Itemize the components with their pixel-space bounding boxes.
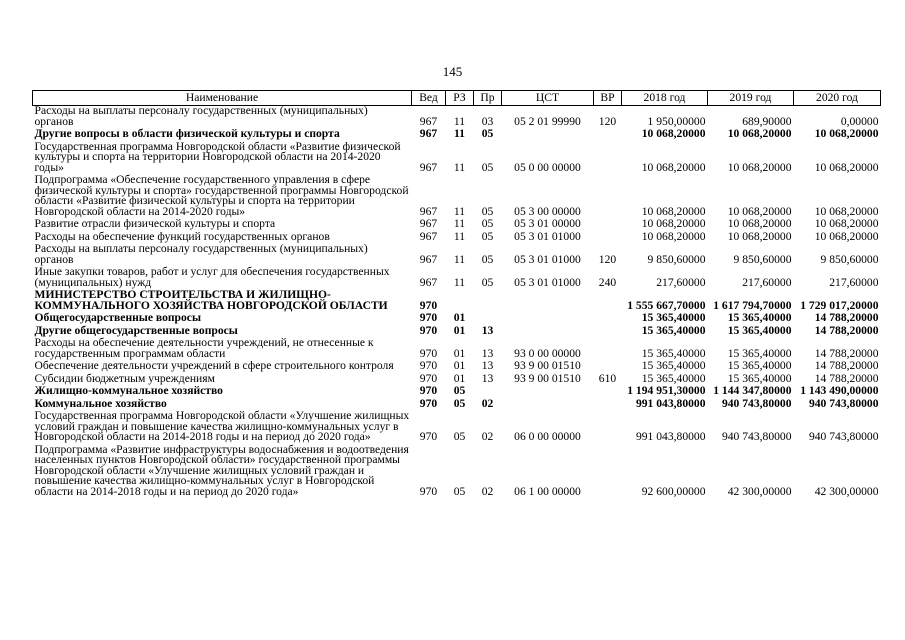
cell-pr: 05: [481, 252, 494, 266]
cell-2018: 217,60000: [656, 275, 706, 289]
cell-2019: 10 068,20000: [727, 160, 792, 174]
cell-2020: 10 068,20000: [814, 217, 879, 230]
cell-2018: 10 068,20000: [641, 217, 706, 230]
cell-name: Иные закупки товаров, работ и услуг для обеспечения государственных (муниципальных) нужд: [34, 265, 390, 289]
cell-vr: [594, 140, 622, 174]
cell-2019: 42 300,00000: [727, 484, 792, 498]
cell-pr: 02: [481, 430, 494, 443]
cell-cst: [502, 384, 594, 397]
cell-vr: [594, 311, 622, 324]
table-row: [33, 324, 881, 337]
cell-cst: 05 3 01 00000: [514, 217, 581, 230]
header-2018: 2018 год: [622, 91, 708, 106]
cell-vr: [594, 384, 622, 397]
table-row: [33, 265, 881, 288]
table-row: [33, 311, 881, 324]
cell-2018: 1 555 667,70000: [627, 298, 706, 312]
cell-rz: 11: [453, 114, 466, 128]
header-cst: ЦСТ: [502, 91, 594, 106]
cell-2019: 10 068,20000: [727, 229, 792, 243]
cell-2019: 217,60000: [742, 275, 792, 289]
cell-name: Другие общегосударственные вопросы: [34, 323, 238, 337]
cell-2020: 14 788,20000: [814, 371, 879, 385]
table-row: [33, 372, 881, 385]
cell-name: Субсидии бюджетным учреждениям: [34, 371, 215, 385]
cell-rz: 11: [453, 204, 466, 218]
cell-vr: 120: [598, 252, 617, 266]
cell-2019: 9 850,60000: [733, 252, 792, 266]
cell-vr: [594, 173, 622, 217]
cell-2018: 10 068,20000: [641, 160, 706, 174]
cell-cst: 05 0 00 00000: [514, 160, 581, 174]
cell-2020: 10 068,20000: [814, 127, 879, 140]
cell-ved: 970: [419, 430, 438, 443]
cell-ved: 970: [419, 311, 438, 324]
table-row: [33, 336, 881, 359]
cell-pr: 02: [481, 396, 494, 410]
table-row: [33, 443, 881, 498]
cell-2018: 991 043,80000: [635, 430, 706, 443]
cell-ved: 970: [419, 371, 438, 385]
cell-2018: 1 194 951,30000: [627, 384, 706, 397]
table-row: [33, 384, 881, 397]
table-row: [33, 127, 881, 140]
cell-rz: 11: [453, 229, 466, 243]
cell-name: Государственная программа Новгородской области «Развитие физической культуры и спорта на территории Новгородской области на 2014-2020 годы»: [34, 139, 401, 174]
cell-2019: 15 365,40000: [727, 323, 792, 337]
cell-name: Расходы на выплаты персоналу государственных (муниципальных) органов: [34, 242, 368, 266]
table-row: [33, 288, 881, 311]
cell-rz: 01: [453, 346, 466, 360]
cell-2020: 1 729 017,20000: [800, 298, 879, 312]
cell-2020: 14 788,20000: [814, 359, 879, 372]
header-rz: РЗ: [446, 91, 474, 106]
cell-2019: 15 365,40000: [727, 371, 792, 385]
cell-2018: 92 600,00000: [641, 484, 706, 498]
cell-rz: 05: [453, 396, 466, 410]
cell-cst: 06 1 00 00000: [514, 484, 581, 498]
cell-ved: 967: [419, 160, 438, 174]
cell-rz: 05: [453, 484, 466, 498]
cell-name: Расходы на обеспечение функций государственных органов: [34, 229, 330, 243]
cell-rz: 01: [453, 359, 466, 372]
cell-vr: [594, 324, 622, 337]
table-row: [33, 217, 881, 230]
cell-name: Общегосударственные вопросы: [34, 311, 201, 324]
cell-ved: 970: [419, 346, 438, 360]
cell-vr: 120: [598, 114, 617, 128]
cell-pr: [474, 288, 502, 311]
cell-pr: 05: [481, 275, 494, 289]
cell-2020: 42 300,00000: [814, 484, 879, 498]
header-pr: Пр: [474, 91, 502, 106]
cell-2020: 14 788,20000: [814, 311, 879, 324]
cell-vr: [594, 127, 622, 140]
table-row: [33, 140, 881, 174]
header-vr: ВР: [594, 91, 622, 106]
cell-2019: 1 144 347,80000: [713, 384, 792, 397]
cell-cst: 05 3 01 01000: [514, 252, 581, 266]
cell-ved: 967: [419, 127, 438, 140]
cell-pr: 13: [481, 346, 494, 360]
cell-cst: [502, 397, 594, 410]
cell-pr: 05: [481, 204, 494, 218]
cell-ved: 970: [419, 484, 438, 498]
cell-name: Расходы на обеспечение деятельности учреждений, не отнесенные к государственным программам области: [34, 336, 374, 360]
cell-2020: 1 143 490,00000: [800, 384, 879, 397]
cell-2020: 940 743,80000: [808, 396, 879, 410]
page-number: 145: [442, 64, 463, 79]
cell-ved: 970: [419, 298, 438, 312]
header-ved: Вед: [412, 91, 446, 106]
cell-2018: 10 068,20000: [641, 204, 706, 218]
cell-rz: 11: [453, 252, 466, 266]
cell-vr: [594, 397, 622, 410]
cell-ved: 967: [419, 275, 438, 289]
cell-name: Подпрограмма «Развитие инфраструктуры водоснабжения и водоотведения населенных пунктов Новгородской области» государственной программы Новгородской области «Улучшение жилищных условий граждан и повышение качества жилищно-коммунальных услуг в Новгородской области на 2014-2018 годы и на период до 2020 года»: [34, 442, 409, 498]
cell-name: МИНИСТЕРСТВО СТРОИТЕЛЬСТВА И ЖИЛИЩНО-КОММУНАЛЬНОГО ХОЗЯЙСТВА НОВГОРОДСКОЙ ОБЛАСТИ: [34, 288, 388, 312]
cell-rz: 01: [453, 311, 466, 324]
cell-ved: 970: [419, 396, 438, 410]
cell-2020: 10 068,20000: [814, 204, 879, 218]
cell-rz: 11: [453, 160, 466, 174]
cell-ved: 967: [419, 217, 438, 230]
cell-2018: 9 850,60000: [647, 252, 706, 266]
cell-pr: 13: [481, 359, 494, 372]
cell-2020: 14 788,20000: [814, 346, 879, 360]
cell-2019: 15 365,40000: [727, 359, 792, 372]
cell-ved: 967: [419, 252, 438, 266]
cell-vr: [594, 336, 622, 359]
header-2020: 2020 год: [794, 91, 881, 106]
cell-2018: 15 365,40000: [641, 311, 706, 324]
cell-cst: 05 3 01 01000: [514, 275, 581, 289]
cell-cst: [502, 311, 594, 324]
cell-cst: [502, 127, 594, 140]
cell-2019: 10 068,20000: [727, 217, 792, 230]
cell-2018: 10 068,20000: [641, 127, 706, 140]
table-row: [33, 409, 881, 443]
cell-2018: 15 365,40000: [641, 371, 706, 385]
cell-cst: 05 2 01 99990: [514, 114, 581, 128]
cell-vr: [594, 288, 622, 311]
cell-2019: 10 068,20000: [727, 204, 792, 218]
header-name: Наименование: [33, 91, 412, 106]
cell-vr: 240: [598, 275, 617, 289]
cell-pr: 05: [481, 127, 494, 140]
cell-name: Расходы на выплаты персоналу государственных (муниципальных) органов: [34, 104, 368, 128]
table-row: [33, 359, 881, 372]
cell-rz: 11: [453, 275, 466, 289]
cell-2019: 689,90000: [742, 114, 792, 128]
cell-pr: 05: [481, 229, 494, 243]
cell-2018: 15 365,40000: [641, 359, 706, 372]
cell-ved: 967: [419, 229, 438, 243]
cell-vr: [594, 230, 622, 243]
cell-rz: 05: [453, 384, 466, 397]
cell-pr: 13: [481, 323, 494, 337]
cell-2019: 15 365,40000: [727, 346, 792, 360]
cell-pr: [474, 311, 502, 324]
cell-2020: 940 743,80000: [808, 430, 879, 443]
cell-vr: [594, 409, 622, 443]
table-body: [33, 106, 881, 498]
table-row: [33, 397, 881, 410]
cell-2018: 1 950,00000: [647, 114, 706, 128]
cell-rz: 11: [453, 217, 466, 230]
cell-vr: [594, 217, 622, 230]
cell-vr: [594, 443, 622, 498]
cell-2020: 0,00000: [840, 114, 879, 128]
cell-2020: 10 068,20000: [814, 229, 879, 243]
cell-name: Коммунальное хозяйство: [34, 396, 167, 410]
cell-pr: 05: [481, 217, 494, 230]
cell-cst: 93 9 00 01510: [514, 359, 581, 372]
cell-cst: [502, 288, 594, 311]
budget-table: [32, 90, 881, 497]
table-row: [33, 242, 881, 265]
cell-2018: 15 365,40000: [641, 346, 706, 360]
cell-rz: 01: [453, 371, 466, 385]
cell-name: Подпрограмма «Обеспечение государственного управления в сфере физической культуры и спорта» государственной программы Новгородской области «Развитие физической культуры и спорта на территории Новгородской области на 2014-2020 годы»: [34, 173, 409, 218]
cell-ved: 970: [419, 323, 438, 337]
cell-ved: 970: [419, 384, 438, 397]
table-row: [33, 173, 881, 217]
cell-name: Государственная программа Новгородской области «Улучшение жилищных условий граждан и повышение качества жилищно-коммунальных услуг в Новгородской области на 2014-2018 годы и на период до 2020 года»: [34, 409, 410, 443]
cell-vr: [594, 359, 622, 372]
header-2019: 2019 год: [708, 91, 794, 106]
cell-name: Жилищно-коммунальное хозяйство: [34, 384, 223, 397]
cell-pr: [474, 384, 502, 397]
cell-cst: [502, 324, 594, 337]
cell-vr: 610: [598, 371, 617, 385]
cell-pr: 13: [481, 371, 494, 385]
cell-2019: 940 743,80000: [721, 396, 792, 410]
cell-rz: 01: [453, 323, 466, 337]
cell-2020: 217,60000: [829, 275, 879, 289]
table-row: [33, 106, 881, 128]
table-row: [33, 230, 881, 243]
cell-ved: 967: [419, 204, 438, 218]
cell-cst: 06 0 00 00000: [514, 430, 581, 443]
cell-rz: 05: [453, 430, 466, 443]
cell-2019: 10 068,20000: [727, 127, 792, 140]
cell-ved: 970: [419, 359, 438, 372]
cell-name: Развитие отрасли физической культуры и спорта: [34, 217, 276, 230]
cell-pr: 03: [481, 114, 494, 128]
cell-ved: 967: [419, 114, 438, 128]
cell-2018: 15 365,40000: [641, 323, 706, 337]
cell-pr: 05: [481, 160, 494, 174]
cell-2019: 940 743,80000: [721, 430, 792, 443]
cell-2019: 15 365,40000: [727, 311, 792, 324]
cell-2019: 1 617 794,70000: [713, 298, 792, 312]
cell-cst: 93 9 00 01510: [514, 371, 581, 385]
cell-name: Другие вопросы в области физической культуры и спорта: [34, 127, 340, 140]
cell-name: Обеспечение деятельности учреждений в сфере строительного контроля: [34, 359, 394, 372]
cell-cst: 93 0 00 00000: [514, 346, 581, 360]
cell-cst: 05 3 01 01000: [514, 229, 581, 243]
cell-rz: 11: [454, 127, 465, 140]
cell-2018: 10 068,20000: [641, 229, 706, 243]
cell-2020: 9 850,60000: [820, 252, 879, 266]
cell-rz: [446, 288, 474, 311]
cell-2020: 14 788,20000: [814, 323, 879, 337]
cell-2020: 10 068,20000: [814, 160, 879, 174]
cell-2018: 991 043,80000: [635, 396, 706, 410]
cell-pr: 02: [481, 484, 494, 498]
cell-cst: 05 3 00 00000: [514, 204, 581, 218]
